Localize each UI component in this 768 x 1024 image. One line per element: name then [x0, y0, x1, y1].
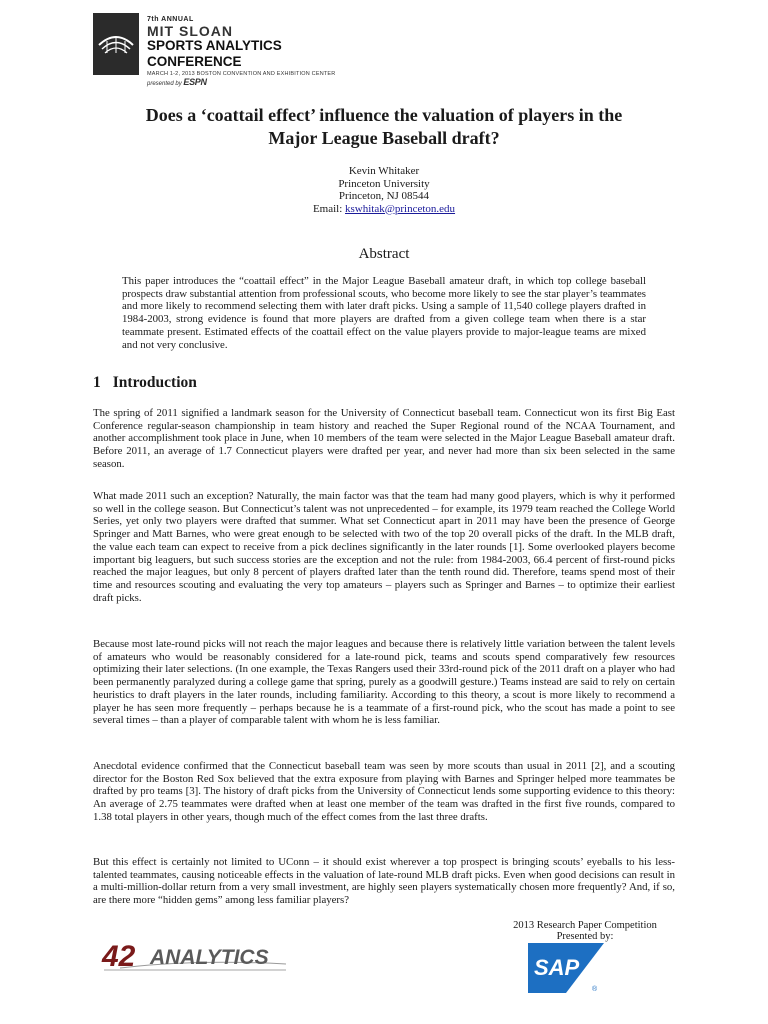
stadium-icon-box — [93, 13, 139, 75]
author-location: Princeton, NJ 08544 — [338, 190, 430, 202]
section-heading — [93, 374, 209, 392]
presented-by-label: presented by — [147, 81, 182, 87]
body-paragraph: Anecdotal evidence confirmed that the Connecticut baseball team was seen by more scouts than usual in 2011 [2], and a scouting director for the Boston Red Sox believed that the extra exposure from playing with Barnes and Springer helped more teammates be drafted by pro teams [3]. The history of draft picks from the University of Connecticut lends some supporting evidence to this theory: An average of 2.75 teammates were drafted when at least one member of the team was drafted in the first five rounds, compared to 1.38 total players in other years, though much of the effect comes from the last three drafts. — [93, 760, 675, 823]
conference-name: SPORTS ANALYTICS CONFERENCE — [147, 38, 282, 69]
42-analytics-logo — [100, 937, 290, 977]
paper-title — [60, 104, 708, 150]
section-number: 1 — [93, 374, 101, 391]
competition-label: 2013 Research Paper Competition — [513, 920, 657, 931]
conference-edition: 7th ANNUAL — [147, 16, 194, 23]
sap-logo — [528, 943, 604, 993]
title-line-2: Major League Baseball draft? — [268, 128, 500, 148]
body-paragraph: But this effect is certainly not limited to UConn – it should exist wherever a top prospect is bringing scouts’ eyeballs to his less-talented teammates, causing noticeable effects in the valuation of late-round MLB draft picks. Even when good decisions can result in a multi-million-dollar return from a very small investment, are highly seen players systematically chosen more frequently? And, if so, are there more “hidden gems” among less familiar players? — [93, 856, 675, 907]
email-label: Email: — [312, 202, 343, 215]
stadium-icon — [97, 27, 135, 57]
registered-mark: ® — [592, 986, 598, 993]
logo42-number: 42 — [102, 940, 136, 973]
body-paragraph: The spring of 2011 signified a landmark season for the University of Connecticut baseball team. Connecticut won its first Big East Conference regular-season championship in team history and reached the Super Regional round of the NCAA Tournament, and another accomplishment took place in June, when 10 members of the team were selected in the Major League Baseball amateur draft. Before 2011, an average of 1.7 Connecticut players were drafted per year, and never had more than six been selected in the same season. — [93, 407, 675, 470]
body-paragraph: Because most late-round picks will not reach the major leagues and because there is relatively little variation between the talent levels of amateurs who would be reasonably considered for a late-round pick, teams and scouts spend comparatively few resources optimizing their later selections. (In one example, the Texas Rangers used their 33rd-round pick of the 2011 draft on a player who had been permanently paralyzed during a college game that spring, purely as a goodwill gesture.) Teams instead are said to rely on certain heuristics to draft players in the later rounds, including familiarity. According to this theory, a scout is more likely to recommend a player he has seen more frequently – perhaps because he is a teammate of a first-round pick, who the scout has made a point to see several times – than a player of comparable talent with whom he is less familiar. — [93, 638, 675, 727]
author-name: Kevin Whitaker — [348, 165, 420, 177]
conference-logo — [93, 13, 348, 91]
conference-dates: MARCH 1-2, 2013 BOSTON CONVENTION AND EXHIBITION CENTER — [147, 71, 336, 77]
section-title: Introduction — [112, 374, 197, 391]
abstract-heading: Abstract — [358, 246, 410, 262]
sap-text: SAP — [534, 955, 580, 980]
competition-note — [470, 920, 700, 942]
conference-host: MIT SLOAN — [147, 23, 233, 39]
abstract-text: This paper introduces the “coattail effect” in the Major League Baseball amateur draft, in which top college baseball prospects draw substantial attention from professional scouts, who become more likely to see the star player’s teammates and more likely to recommend selecting them with later draft picks. Using a sample of 11,540 college players drafted in 1984-2003, strong evidence is found that more players are drafted from a given college team when there is a star teammate present. Estimated effects of the coattail effect on the value players provide to major-league teams are mixed and not very conclusive. — [122, 275, 646, 351]
title-line-1: Does a ‘coattail effect’ influence the valuation of players in the — [145, 105, 623, 125]
presented-by-footer: Presented by: — [556, 931, 614, 942]
conference-sponsor — [147, 78, 348, 88]
author-email-line — [234, 203, 534, 216]
email-link[interactable]: kswhitak@princeton.edu — [345, 202, 456, 215]
author-affiliation: Princeton University — [338, 177, 430, 190]
body-paragraph: What made 2011 such an exception? Naturally, the main factor was that the team had many good players, which is why it performed so well in the college season. But Connecticut’s talent was not unprecedented – for example, its 1979 team reached the College World Series, yet only two players were drafted that summer. What set Connecticut apart in 2011 may have been the presence of George Springer and Matt Barnes, who were great enough to be selected with two of the top 20 overall picks of the draft. In the MLB draft, the value each team can expect to receive from a pick declines significantly in the later rounds [1]. Some overlooked players become important big leaguers, but such success stories are the exception and not the rule: from 1984-2003, 66.4 percent of first-round picks reached the major leagues, but only 8 percent of players drafted later than the tenth round did. Therefore, teams spend most of their time and resources scouting and evaluating the very top amateurs – players such as Springer and Barnes – to optimize their earliest draft picks. — [93, 490, 675, 604]
author-block — [234, 165, 534, 215]
espn-logo: ESPN — [183, 77, 207, 87]
logo42-text: ANALYTICS — [150, 946, 269, 969]
